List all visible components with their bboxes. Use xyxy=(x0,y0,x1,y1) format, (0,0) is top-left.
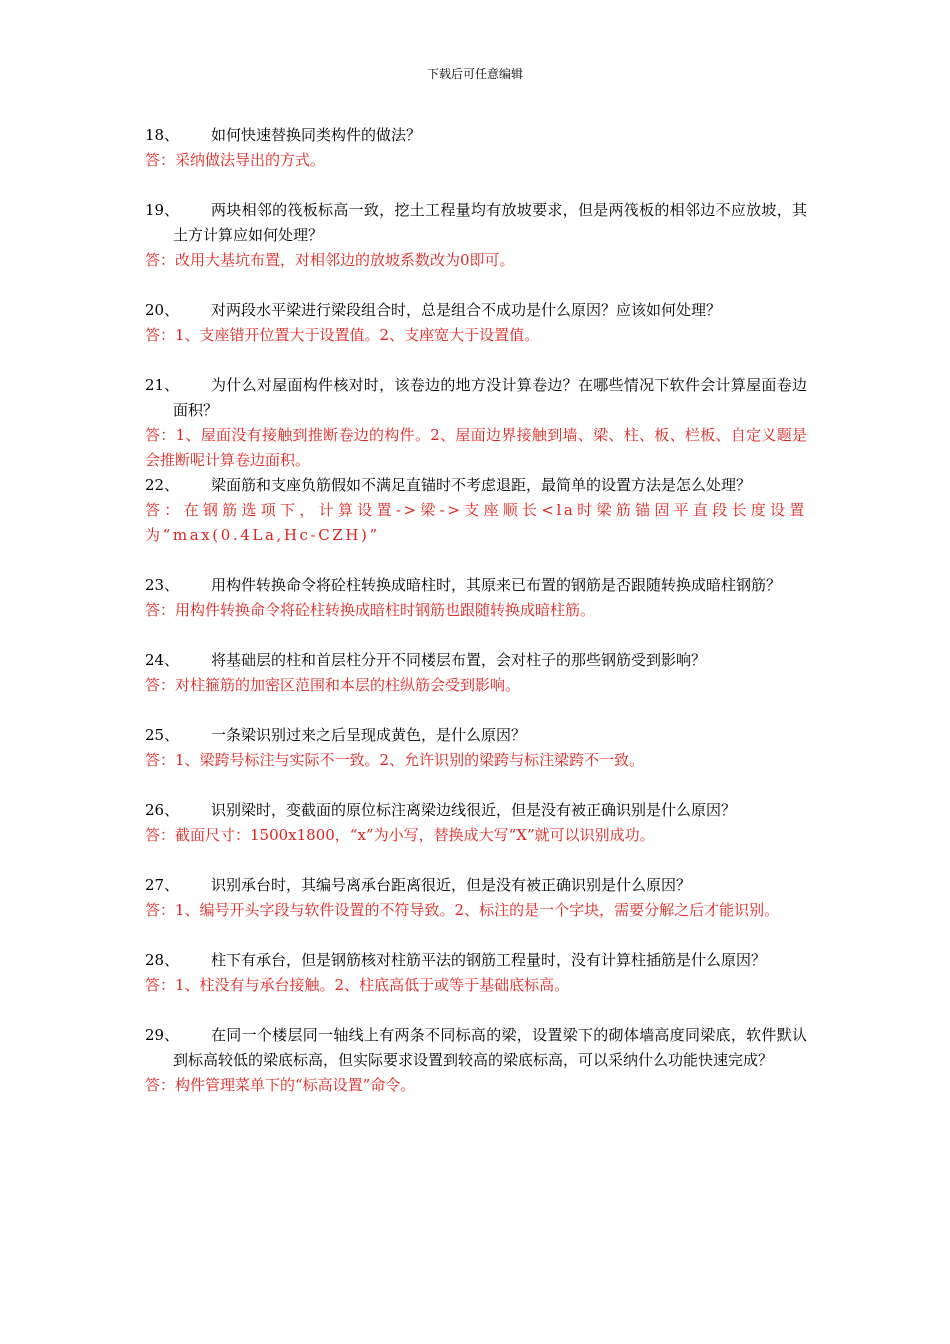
question-number: 27、 xyxy=(145,876,180,894)
question-number: 23、 xyxy=(145,576,180,594)
question-text: 两块相邻的筏板标高一致，挖土工程量均有放坡要求，但是两筏板的相邻边不应放坡，其土方计算应如何处理？ xyxy=(173,201,807,244)
answer-27: 答：1、编号开头字段与软件设置的不符导致。2、标注的是一个字块，需要分解之后才能识别。 xyxy=(145,901,780,919)
qa-item-26 xyxy=(145,798,807,848)
question-text: 一条梁识别过来之后呈现成黄色，是什么原因？ xyxy=(211,726,527,744)
qa-item-22 xyxy=(145,473,807,548)
qa-item-28 xyxy=(145,948,807,998)
qa-list xyxy=(145,123,807,1123)
question-18 xyxy=(145,123,807,148)
question-26 xyxy=(145,798,807,823)
answer-22: 答：在钢筋选项下，计算设置->梁->支座顺长<la时梁筋锚固平直段长度设置为“max(0.4La,Hc-CZH)” xyxy=(145,501,807,544)
qa-item-20 xyxy=(145,298,807,348)
question-text: 柱下有承台，但是钢筋核对柱筋平法的钢筋工程量时，没有计算柱插筋是什么原因？ xyxy=(211,951,767,969)
question-number: 26、 xyxy=(145,801,180,819)
qa-item-23 xyxy=(145,573,807,623)
question-number: 25、 xyxy=(145,726,180,744)
answer-28: 答：1、柱没有与承台接触。2、柱底高低于或等于基础底标高。 xyxy=(145,976,570,994)
question-20 xyxy=(145,298,807,323)
question-text: 为什么对屋面构件核对时，该卷边的地方没计算卷边？在哪些情况下软件会计算屋面卷边面积？ xyxy=(173,376,807,419)
qa-item-27 xyxy=(145,873,807,923)
question-21 xyxy=(145,373,807,423)
answer-29: 答：构件管理菜单下的“标高设置”命令。 xyxy=(145,1076,416,1094)
qa-item-21 xyxy=(145,373,807,473)
answer-26: 答：截面尺寸：1500x1800，“x”为小写，替换成大写“X”就可以识别成功。 xyxy=(145,826,655,844)
question-number: 24、 xyxy=(145,651,180,669)
question-22 xyxy=(145,473,807,498)
question-text: 用构件转换命令将砼柱转换成暗柱时，其原来已布置的钢筋是否跟随转换成暗柱钢筋？ xyxy=(211,576,782,594)
qa-item-29 xyxy=(145,1023,807,1098)
question-number: 19、 xyxy=(145,201,180,219)
answer-25: 答：1、梁跨号标注与实际不一致。2、允许识别的梁跨与标注梁跨不一致。 xyxy=(145,751,645,769)
question-23 xyxy=(145,573,807,598)
qa-item-19 xyxy=(145,198,807,273)
qa-item-25 xyxy=(145,723,807,773)
question-number: 21、 xyxy=(145,376,180,394)
question-text: 如何快速替换同类构件的做法？ xyxy=(211,126,422,144)
question-number: 20、 xyxy=(145,301,180,319)
question-28 xyxy=(145,948,807,973)
question-number: 18、 xyxy=(145,126,180,144)
question-24 xyxy=(145,648,807,673)
question-29 xyxy=(145,1023,807,1073)
question-text: 梁面筋和支座负筋假如不满足直锚时不考虑退距，最简单的设置方法是怎么处理？ xyxy=(211,476,752,494)
question-number: 22、 xyxy=(145,476,180,494)
answer-19: 答：改用大基坑布置，对相邻边的放坡系数改为0即可。 xyxy=(145,251,515,269)
question-number: 29、 xyxy=(145,1026,180,1044)
answer-23: 答：用构件转换命令将砼柱转换成暗柱时钢筋也跟随转换成暗柱筋。 xyxy=(145,601,596,619)
question-number: 28、 xyxy=(145,951,180,969)
question-text: 将基础层的柱和首层柱分开不同楼层布置，会对柱子的那些钢筋受到影响？ xyxy=(211,651,707,669)
answer-18: 答：采纳做法导出的方式。 xyxy=(145,151,326,169)
qa-item-18 xyxy=(145,123,807,173)
page-header: 下载后可任意编辑 xyxy=(426,67,523,81)
answer-21: 答：1、屋面没有接触到推断卷边的构件。2、屋面边界接触到墙、梁、柱、板、栏板、自定义题是会推断呢计算卷边面积。 xyxy=(145,426,807,469)
question-text: 识别梁时，变截面的原位标注离梁边线很近，但是没有被正确识别是什么原因？ xyxy=(211,801,737,819)
question-25 xyxy=(145,723,807,748)
qa-item-24 xyxy=(145,648,807,698)
question-27 xyxy=(145,873,807,898)
question-text: 在同一个楼层同一轴线上有两条不同标高的梁，设置梁下的砌体墙高度同梁底，软件默认到标高较低的梁底标高，但实际要求设置到较高的梁底标高，可以采纳什么功能快速完成？ xyxy=(173,1026,807,1069)
answer-20: 答：1、支座错开位置大于设置值。2、支座宽大于设置值。 xyxy=(145,326,540,344)
question-text: 识别承台时，其编号离承台距离很近，但是没有被正确识别是什么原因？ xyxy=(211,876,692,894)
question-text: 对两段水平梁进行梁段组合时，总是组合不成功是什么原因？应该如何处理？ xyxy=(211,301,722,319)
answer-24: 答：对柱箍筋的加密区范围和本层的柱纵筋会受到影响。 xyxy=(145,676,521,694)
question-19 xyxy=(145,198,807,248)
